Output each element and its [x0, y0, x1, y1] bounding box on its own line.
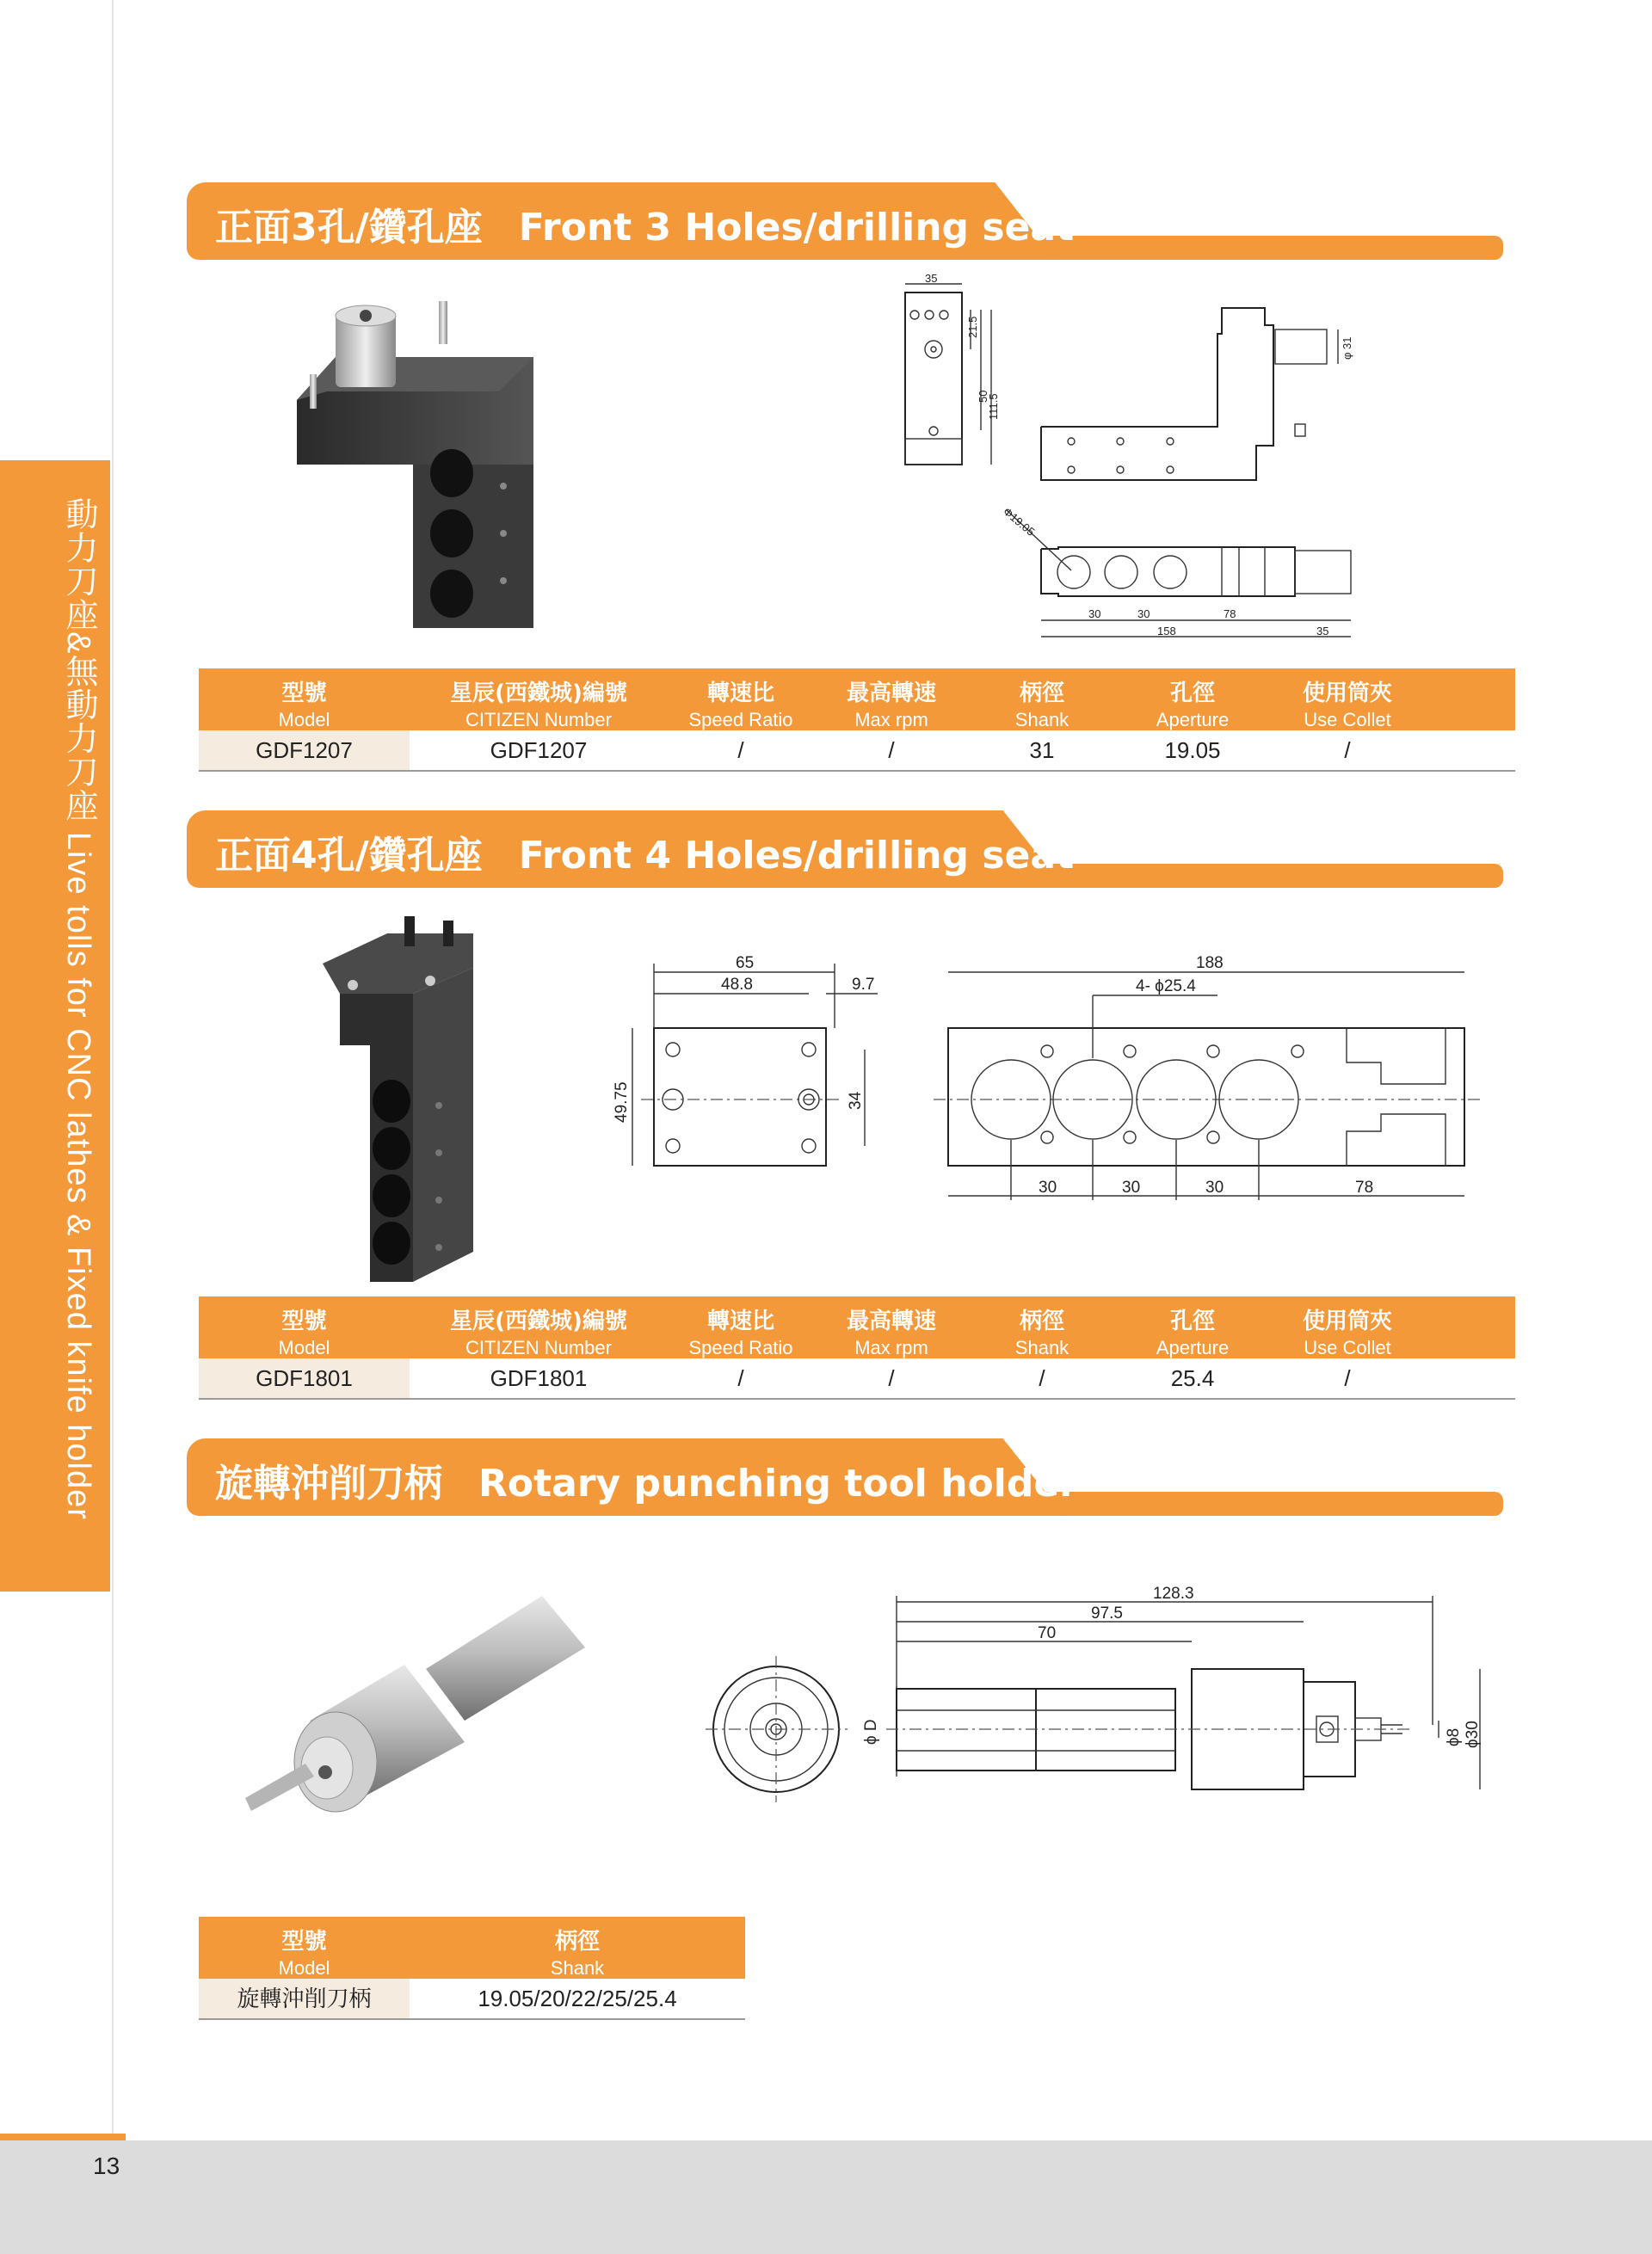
cell-shank: 19.05/20/22/25/25.4 [478, 1986, 677, 2011]
dim-label: 128.3 [1153, 1585, 1194, 1603]
dim-label: ϕ D [862, 1719, 880, 1745]
header-speed-ratio: 轉速比 Speed Ratio [688, 1309, 793, 1358]
dim-label: 30 [1122, 1179, 1141, 1197]
header-model: 型號 Model [278, 1309, 330, 1358]
section-title-zh: 旋轉沖削刀柄 [215, 1462, 442, 1506]
dim-label: 21.5 [966, 316, 979, 338]
dim-label: 158 [1157, 625, 1176, 637]
footer-accent-bar [0, 2134, 126, 2140]
section-title-zh: 正面4孔/鑽孔座 [215, 834, 483, 878]
section-title-en: Rotary punching tool holder [478, 1462, 1078, 1506]
section-title [215, 1452, 1078, 1507]
table-row [199, 730, 1515, 772]
header-aperture: 孔徑 Aperture [1156, 1309, 1230, 1358]
header-max-rpm: 最高轉速 Max rpm [846, 1309, 936, 1358]
cell-model: GDF1207 [199, 730, 410, 770]
spec-table-header [199, 1296, 1515, 1358]
header-shank: 柄徑 Shank [1014, 1309, 1069, 1358]
spec-table [199, 1917, 745, 2020]
cell-shank: / [1039, 1365, 1045, 1391]
dim-label: 97.5 [1091, 1604, 1123, 1623]
dim-label: 30 [1137, 607, 1150, 620]
header-model: 型號 Model [278, 681, 330, 730]
header-speed-ratio: 轉速比 Speed Ratio [688, 681, 793, 730]
cell-citizen-number: GDF1207 [490, 737, 588, 763]
cell-model: 旋轉沖削刀柄 [199, 1979, 410, 2018]
product-image-4-holes [318, 916, 490, 1286]
spec-table [199, 668, 1515, 772]
cell-citizen-number: GDF1801 [490, 1365, 588, 1391]
dim-label: 188 [1196, 954, 1224, 972]
product-image-3-holes [284, 297, 542, 658]
section-title [215, 196, 1074, 251]
page-footer [0, 2140, 1652, 2254]
header-model: 型號 Model [278, 1929, 330, 1979]
technical-drawing-rotary-holder [706, 1583, 1506, 1807]
dim-label: 48.8 [721, 976, 753, 994]
cell-speed-ratio: / [737, 1365, 744, 1391]
margin-rule [112, 0, 114, 2142]
dim-label: 65 [736, 954, 755, 972]
section-title-en: Front 3 Holes/drilling seat [518, 206, 1075, 249]
section-title-en: Front 4 Holes/drilling seat [518, 834, 1075, 878]
technical-drawing-3-holes [860, 274, 1394, 652]
section-title [215, 824, 1074, 879]
cell-use-collet: / [1344, 737, 1351, 763]
cell-aperture: 19.05 [1164, 737, 1221, 763]
dim-label: 4- ϕ25.4 [1136, 977, 1196, 995]
header-aperture: 孔徑 Aperture [1156, 681, 1230, 730]
dim-label: 78 [1355, 1179, 1374, 1197]
header-citizen-number: 星辰(西鐵城)編號 CITIZEN Number [450, 681, 627, 730]
table-row [199, 1979, 745, 2020]
cell-shank: 31 [1029, 737, 1055, 763]
dim-label: 70 [1038, 1624, 1057, 1642]
header-shank: 柄徑 Shank [1014, 681, 1069, 730]
page-number: 13 [93, 2152, 120, 2179]
dim-label: 30 [1088, 607, 1101, 620]
dim-label: 49.75 [613, 1081, 631, 1123]
cell-max-rpm: / [888, 1365, 895, 1391]
product-image-rotary-holder [232, 1592, 602, 1832]
dim-label: 30 [1205, 1179, 1224, 1197]
dim-label: 30 [1039, 1179, 1057, 1197]
header-use-collet: 使用筒夾 Use Collet [1302, 1309, 1392, 1358]
dim-label: 50 [977, 390, 989, 403]
header-shank: 柄徑 Shank [550, 1929, 605, 1979]
dim-label: 35 [1316, 625, 1329, 637]
section-title-zh: 正面3孔/鑽孔座 [215, 206, 483, 249]
dim-label: 111.5 [987, 393, 1000, 420]
dim-label: Φ19.05 [1001, 504, 1038, 539]
dim-label: ϕ8 [1445, 1727, 1463, 1746]
dim-label: 35 [925, 274, 938, 285]
dim-label: ϕ30 [1464, 1721, 1482, 1748]
cell-speed-ratio: / [737, 737, 744, 763]
cell-max-rpm: / [888, 737, 895, 763]
dim-label: 34 [847, 1091, 865, 1110]
table-row [199, 1358, 1515, 1400]
technical-drawing-4-holes [594, 946, 1497, 1204]
header-max-rpm: 最高轉速 Max rpm [846, 681, 936, 730]
sidebar-label: 動力刀座&無動力刀座 Live tolls for CNC lathes & Fixed knife holder [60, 497, 96, 1520]
dim-label: 9.7 [852, 976, 875, 994]
header-use-collet: 使用筒夾 Use Collet [1302, 681, 1392, 730]
header-citizen-number: 星辰(西鐵城)編號 CITIZEN Number [450, 1309, 627, 1358]
dim-label: φ 31 [1341, 336, 1353, 360]
cell-use-collet: / [1344, 1365, 1351, 1391]
dim-label: 78 [1224, 607, 1236, 620]
cell-aperture: 25.4 [1170, 1365, 1215, 1391]
spec-table-header [199, 668, 1515, 730]
spec-table-header [199, 1917, 745, 1979]
spec-table [199, 1296, 1515, 1400]
cell-model: GDF1801 [199, 1358, 410, 1398]
